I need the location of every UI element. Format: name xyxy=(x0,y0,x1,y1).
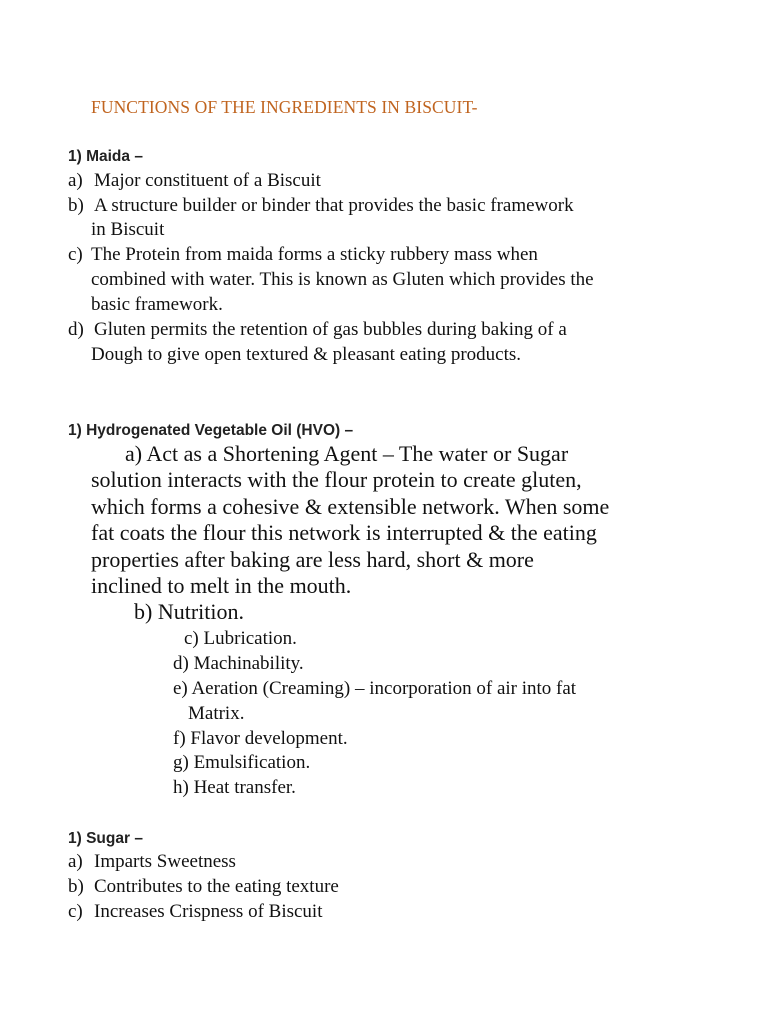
list-marker: b) xyxy=(68,876,84,897)
maida-item-d xyxy=(68,318,567,342)
hvo-item-h: h) Heat transfer. xyxy=(173,777,296,798)
list-item-text: Increases Crispness of Biscuit xyxy=(94,901,323,922)
maida-item-a xyxy=(68,169,321,193)
list-item-text: Major constituent of a Biscuit xyxy=(94,170,321,191)
hvo-item-e: e) Aeration (Creaming) – incorporation of air into fat xyxy=(173,678,577,699)
hvo-item-g: g) Emulsification. xyxy=(173,752,311,773)
section-heading-maida: 1) Maida – xyxy=(68,148,143,165)
list-item-text: The Protein from maida forms a sticky rubbery mass when xyxy=(91,244,538,265)
list-marker: a) xyxy=(68,851,83,872)
list-item-text: Imparts Sweetness xyxy=(94,851,236,872)
sugar-item-b xyxy=(68,875,339,899)
list-marker: c) xyxy=(68,901,83,922)
sugar-item-a xyxy=(68,850,236,874)
list-item-text: Contributes to the eating texture xyxy=(94,876,339,897)
list-item-text: Gluten permits the retention of gas bubbles during baking of a xyxy=(94,319,567,340)
hvo-item-c: c) Lubrication. xyxy=(184,628,297,649)
hvo-item-a-line-5: properties after baking are less hard, short & more xyxy=(91,547,534,572)
hvo-item-a-line-2: solution interacts with the flour protein to create gluten, xyxy=(91,467,582,492)
hvo-item-a-line-4: fat coats the flour this network is interrupted & the eating xyxy=(91,520,597,545)
sugar-item-c xyxy=(68,900,322,924)
document-title: FUNCTIONS OF THE INGREDIENTS IN BISCUIT- xyxy=(91,97,478,117)
maida-item-b-continuation: in Biscuit xyxy=(91,219,165,240)
hvo-item-f: f) Flavor development. xyxy=(173,728,348,749)
hvo-item-a-line-1: a) Act as a Shortening Agent – The water or Sugar xyxy=(125,441,569,466)
maida-item-d-continuation: Dough to give open textured & pleasant eating products. xyxy=(91,344,522,365)
list-marker: d) xyxy=(68,319,84,340)
hvo-item-d: d) Machinability. xyxy=(173,653,304,674)
maida-item-b xyxy=(68,194,574,218)
section-heading-hvo: 1) Hydrogenated Vegetable Oil (HVO) – xyxy=(68,422,354,439)
maida-item-c xyxy=(68,243,538,267)
hvo-item-a-line-6: inclined to melt in the mouth. xyxy=(91,573,352,598)
maida-item-c-continuation-1: combined with water. This is known as Gluten which provides the xyxy=(91,269,594,290)
list-marker: a) xyxy=(68,170,83,191)
list-marker: b) xyxy=(68,195,84,216)
hvo-item-b: b) Nutrition. xyxy=(134,599,244,624)
hvo-item-e-continuation: Matrix. xyxy=(188,703,245,724)
list-item-text: A structure builder or binder that provides the basic framework xyxy=(94,195,574,216)
list-marker: c) xyxy=(68,244,83,265)
section-heading-sugar: 1) Sugar – xyxy=(68,830,143,847)
maida-item-c-continuation-2: basic framework. xyxy=(91,294,223,315)
hvo-item-a-line-3: which forms a cohesive & extensible network. When some xyxy=(91,494,610,519)
